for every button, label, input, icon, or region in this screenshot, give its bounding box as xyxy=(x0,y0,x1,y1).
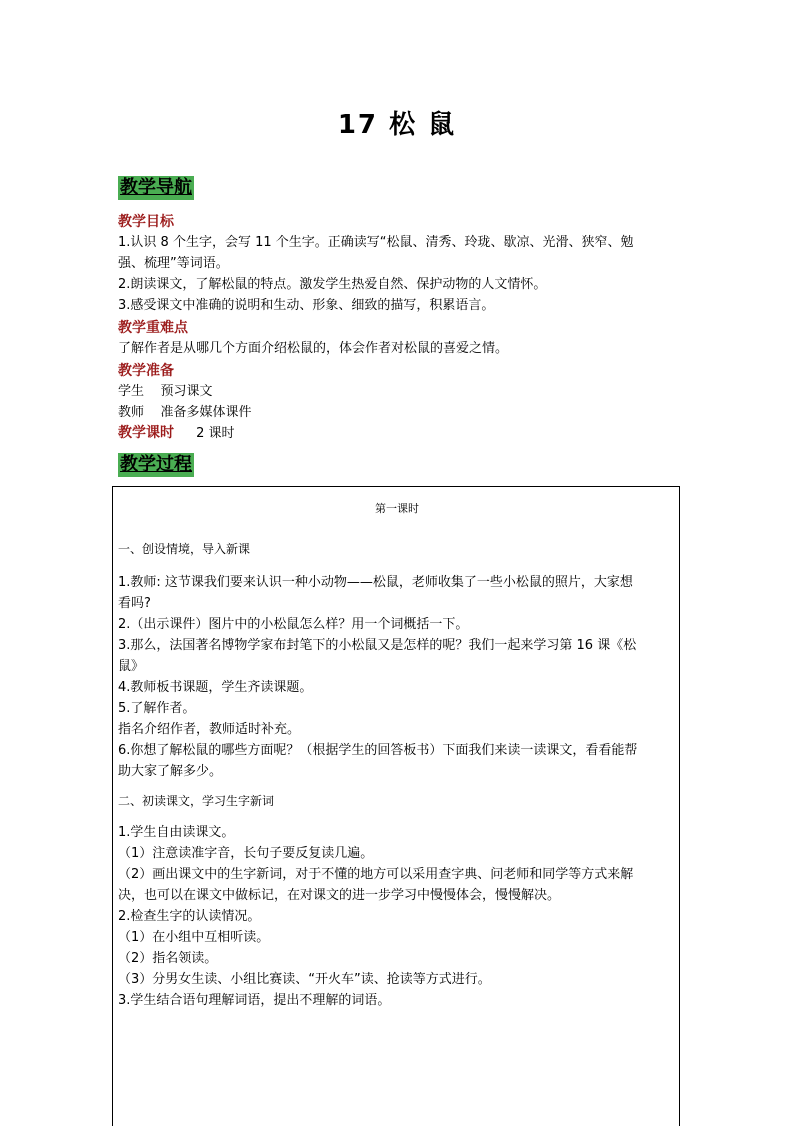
part1-line-2: 看吗? xyxy=(118,596,151,611)
prep-teacher: 教师 准备多媒体课件 xyxy=(118,405,252,420)
prep-heading: 教学准备 xyxy=(118,363,174,379)
lesson-title: 第一课时 xyxy=(375,502,419,515)
part2-line-9: 3.学生结合语句理解词语，提出不理解的词语。 xyxy=(118,993,391,1008)
page-title: 17 松 鼠 xyxy=(337,110,457,140)
hours-value: 2 课时 xyxy=(196,426,235,441)
part2-line-7: （2）指名领读。 xyxy=(118,951,218,966)
part2-line-5: 2.检查生字的认读情况。 xyxy=(118,909,261,924)
goals-heading: 教学目标 xyxy=(118,214,174,230)
part1-line-8: 指名介绍作者，教师适时补充。 xyxy=(118,722,301,737)
part1-line-4: 3.那么，法国著名博物学家布封笔下的小松鼠又是怎样的呢？我们一起来学习第 16 课《松 xyxy=(118,638,637,653)
hours-line xyxy=(118,423,686,444)
part1-heading: 一、创设情境，导入新课 xyxy=(118,542,251,556)
part2-line-1: 1.学生自由读课文。 xyxy=(118,825,235,840)
part1-line-6: 4.教师板书课题，学生齐读课题。 xyxy=(118,680,313,695)
prep-student: 学生 预习课文 xyxy=(118,384,213,399)
part1-line-3: 2.（出示课件）图片中的小松鼠怎么样？用一个词概括一下。 xyxy=(118,617,469,632)
part2-line-8: （3）分男女生读、小组比赛读、“开火车”读、抢读等方式进行。 xyxy=(118,972,491,987)
difficulty-heading: 教学重难点 xyxy=(118,320,188,336)
hours-label: 教学课时 xyxy=(118,425,174,441)
part2-line-3: （2）画出课文中的生字新词，对于不懂的地方可以采用查字典、问老师和同学等方式来解 xyxy=(118,867,634,882)
teaching-nav-header: 教学导航 xyxy=(120,177,192,198)
part2-line-2: （1）注意读准字音，长句子要反复读几遍。 xyxy=(118,846,374,861)
teaching-process-header: 教学过程 xyxy=(120,454,192,475)
goals-line-3: 2.朗读课文，了解松鼠的特点。激发学生热爱自然、保护动物的人文情怀。 xyxy=(118,277,547,292)
part1-line-1: 1.教师: 这节课我们要来认识一种小动物——松鼠，老师收集了一些小松鼠的照片，大家想 xyxy=(118,575,633,590)
part1-line-5: 鼠》 xyxy=(118,659,145,674)
difficulty-text: 了解作者是从哪几个方面介绍松鼠的，体会作者对松鼠的喜爱之情。 xyxy=(118,341,509,356)
goals-line-2: 强、梳理”等词语。 xyxy=(118,256,229,271)
part2-heading: 二、初读课文，学习生字新词 xyxy=(118,794,275,808)
goals-line-4: 3.感受课文中准确的说明和生动、形象、细致的描写，积累语言。 xyxy=(118,298,495,313)
goals-line-1: 1.认识 8 个生字，会写 11 个生字。正确读写“松鼠、清秀、玲珑、歇凉、光滑、狭窄、勉 xyxy=(118,235,634,250)
part1-line-9: 6.你想了解松鼠的哪些方面呢？（根据学生的回答板书）下面我们来读一读课文，看看能帮 xyxy=(118,743,638,758)
part1-line-10: 助大家了解多少。 xyxy=(118,764,223,779)
part2-line-6: （1）在小组中互相听读。 xyxy=(118,930,270,945)
part1-line-7: 5.了解作者。 xyxy=(118,701,196,716)
part2-line-4: 决，也可以在课文中做标记，在对课文的进一步学习中慢慢体会，慢慢解决。 xyxy=(118,888,561,903)
